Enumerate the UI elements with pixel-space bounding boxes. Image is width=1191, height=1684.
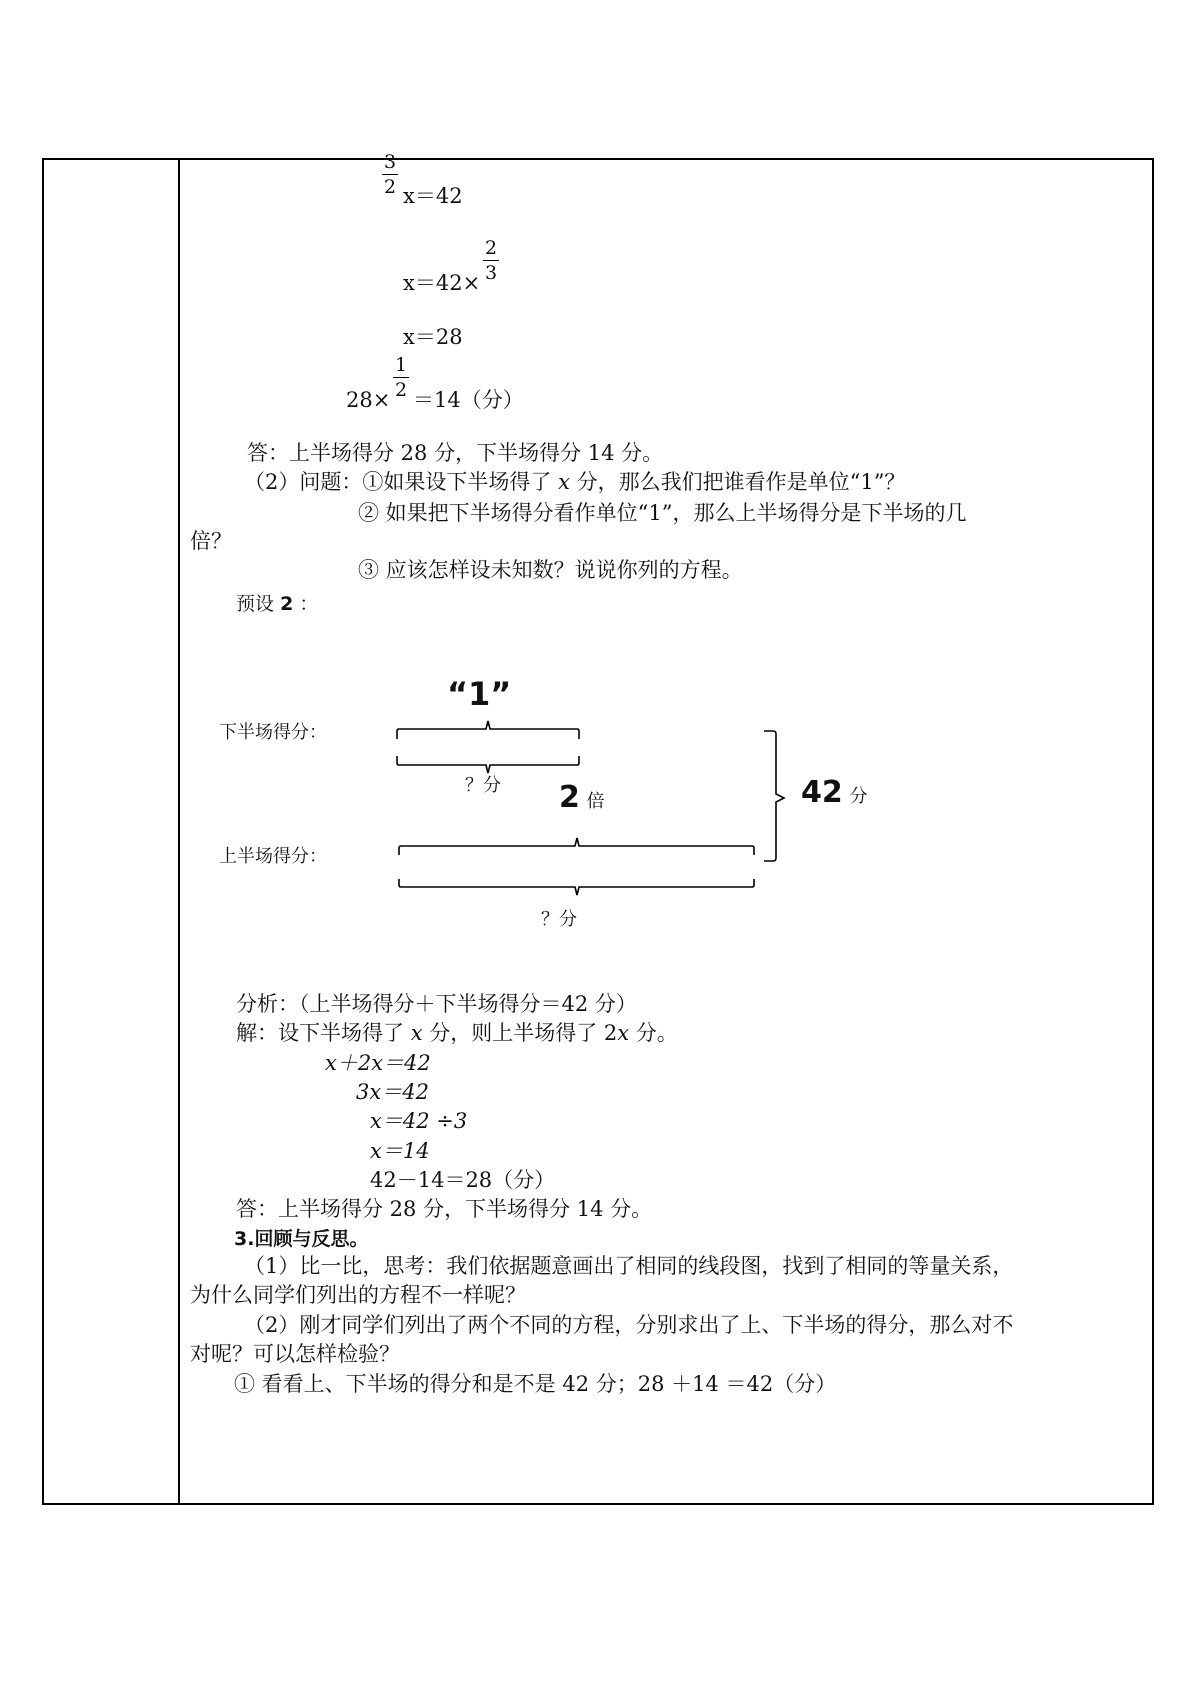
question-2-b-line1: ② 如果把下半场得分看作单位“1”，那么上半场得分是下半场的几 — [358, 501, 967, 525]
review-p2-line1: （2）刚才同学们列出了两个不同的方程，分别求出了上、下半场的得分，那么对不 — [244, 1313, 1014, 1337]
times-label: 2 倍 — [559, 780, 605, 815]
preset-2-label: 预设 2 ： — [236, 593, 319, 615]
setup-line: 解：设下半场得了 x 分，则上半场得了 2x 分。 — [236, 1021, 678, 1045]
fraction-three-halves: 3 2 — [383, 151, 397, 198]
review-heading: 3.回顾与反思。 — [234, 1228, 369, 1250]
total-right-brace — [764, 731, 784, 861]
lower-half-bottom-brace — [397, 756, 579, 773]
equation-line-4-left: 28× — [346, 388, 391, 412]
equation-line-3: x＝28 — [403, 325, 463, 349]
unit-one-label: “1” — [447, 675, 512, 713]
lower-half-top-brace — [397, 721, 579, 739]
question-2-b-line2: 倍？ — [190, 529, 232, 553]
fraction-one-half: 1 2 — [394, 354, 408, 401]
solution2-eq5: 42－14＝28（分） — [370, 1168, 556, 1192]
upper-half-top-brace — [399, 838, 754, 855]
solution2-eq4: x＝14 — [370, 1139, 430, 1163]
equation-line-2: x＝42× — [403, 271, 481, 295]
review-p1-line1: （1）比一比，思考：我们依据题意画出了相同的线段图，找到了相同的等量关系， — [244, 1254, 1014, 1278]
fraction-two-thirds: 2 3 — [484, 237, 498, 284]
lower-half-label: 下半场得分： — [219, 722, 327, 743]
question-2-a: （2）问题：①如果设下半场得了 x 分，那么我们把谁看作是单位“1”？ — [244, 470, 906, 494]
review-p3: ① 看看上、下半场的得分和是不是 42 分；28 ＋14 ＝42（分） — [234, 1372, 837, 1396]
analysis-line: 分析：（上半场得分＋下半场得分＝42 分） — [236, 992, 637, 1016]
question-2-c: ③ 应该怎样设未知数？说说你列的方程。 — [358, 558, 743, 582]
lower-half-question: ？分 — [465, 775, 501, 796]
equation-line-4-right: ＝14（分） — [413, 388, 524, 412]
equation-line-1: x＝42 — [403, 184, 463, 208]
answer-1: 答：上半场得分 28 分，下半场得分 14 分。 — [247, 441, 664, 465]
upper-half-label: 上半场得分： — [219, 846, 327, 867]
solution2-eq2: 3x＝42 — [356, 1080, 429, 1104]
upper-half-question: ？分 — [541, 909, 577, 930]
upper-half-bottom-brace — [399, 879, 754, 895]
review-p1-line2: 为什么同学们列出的方程不一样呢？ — [190, 1283, 526, 1307]
solution2-eq3: x＝42 ÷3 — [370, 1109, 468, 1133]
solution2-eq1: x＋2x＝42 — [325, 1051, 431, 1075]
total-label: 42 分 — [801, 775, 868, 810]
answer-2: 答：上半场得分 28 分，下半场得分 14 分。 — [236, 1197, 653, 1221]
review-p2-line2: 对呢？可以怎样检验？ — [190, 1342, 400, 1366]
